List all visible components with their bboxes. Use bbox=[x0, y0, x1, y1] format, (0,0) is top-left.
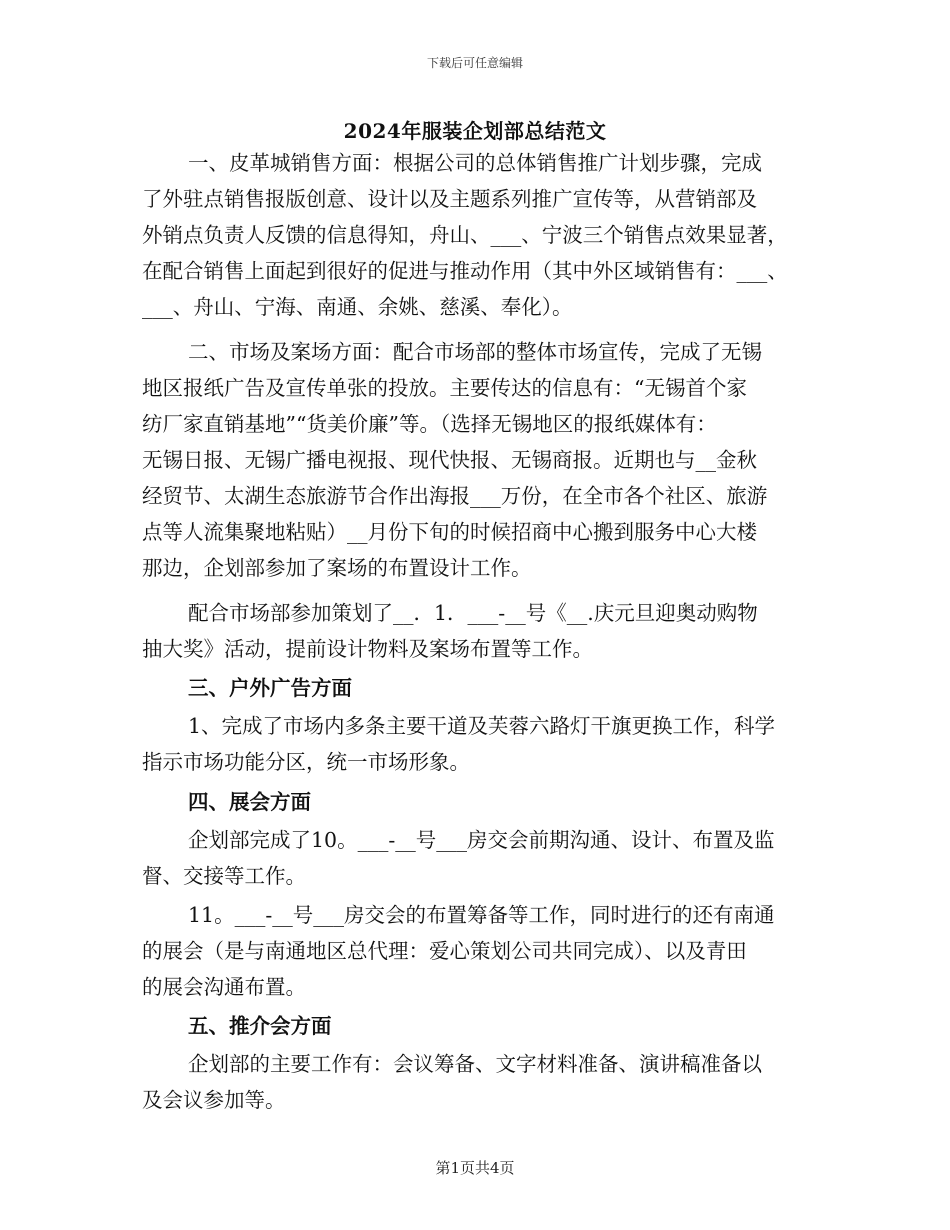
paragraph-line: 的展会沟通布置。 bbox=[142, 975, 306, 999]
document-title: 2024年服装企划部总结范文 bbox=[343, 119, 607, 143]
paragraph-line: 企划部的主要工作有：会议筹备、文字材料准备、演讲稿准备以 bbox=[188, 1052, 762, 1076]
paragraph-line: 一、皮革城销售方面：根据公司的总体销售推广计划步骤，完成 bbox=[188, 151, 762, 175]
paragraph-line: 了外驻点销售报版创意、设计以及主题系列推广宣传等，从营销部及 bbox=[142, 187, 757, 211]
paragraph-line: 11。___-__号___房交会的布置筹备等工作，同时进行的还有南通 bbox=[188, 903, 775, 927]
paragraph-line: 无锡日报、无锡广播电视报、现代快报、无锡商报。近期也与__金秋 bbox=[142, 448, 757, 472]
paragraph-line: 督、交接等工作。 bbox=[142, 864, 306, 888]
paragraph-line: 那边，企划部参加了案场的布置设计工作。 bbox=[142, 556, 532, 580]
paragraph-line: 配合市场部参加策划了__．1．___-__号《__.庆元旦迎奥动购物 bbox=[188, 601, 758, 625]
paragraph-line: 1、完成了市场内多条主要干道及芙蓉六路灯干旗更换工作，科学 bbox=[188, 714, 776, 738]
paragraph-line: 地区报纸广告及宣传单张的投放。主要传达的信息有：“无锡首个家 bbox=[142, 376, 747, 400]
paragraph-line: 纺厂家直销基地”“货美价廉”等。（选择无锡地区的报纸媒体有： bbox=[142, 412, 717, 436]
paragraph-line: 抽大奖》活动，提前设计物料及案场布置等工作。 bbox=[142, 637, 593, 661]
paragraph-line: 二、市场及案场方面：配合市场部的整体市场宣传，完成了无锡 bbox=[188, 340, 762, 364]
paragraph-line: 的展会（是与南通地区总代理：爱心策划公司共同完成）、以及青田 bbox=[142, 939, 747, 963]
page-footer: 第1页共4页 bbox=[435, 1159, 515, 1177]
section-heading: 五、推介会方面 bbox=[188, 1014, 332, 1038]
paragraph-line: ___、舟山、宁海、南通、余姚、慈溪、奉化）。 bbox=[142, 295, 573, 319]
paragraph-line: 企划部完成了10。___-__号___房交会前期沟通、设计、布置及监 bbox=[188, 828, 775, 852]
paragraph-line: 指示市场功能分区，统一市场形象。 bbox=[142, 750, 470, 774]
paragraph-line: 在配合销售上面起到很好的促进与推动作用（其中外区域销售有：___、 bbox=[142, 259, 788, 283]
paragraph-line: 及会议参加等。 bbox=[142, 1088, 286, 1112]
section-heading: 四、展会方面 bbox=[188, 790, 311, 814]
paragraph-line: 点等人流集聚地粘贴）__月份下旬的时候招商中心搬到服务中心大楼 bbox=[142, 520, 757, 544]
section-heading: 三、户外广告方面 bbox=[188, 676, 352, 700]
paragraph-line: 外销点负责人反馈的信息得知，舟山、___、宁波三个销售点效果显著， bbox=[142, 223, 788, 247]
header-note: 下载后可任意编辑 bbox=[426, 56, 523, 70]
paragraph-line: 经贸节、太湖生态旅游节合作出海报___万份，在全市各个社区、旅游 bbox=[142, 484, 768, 508]
